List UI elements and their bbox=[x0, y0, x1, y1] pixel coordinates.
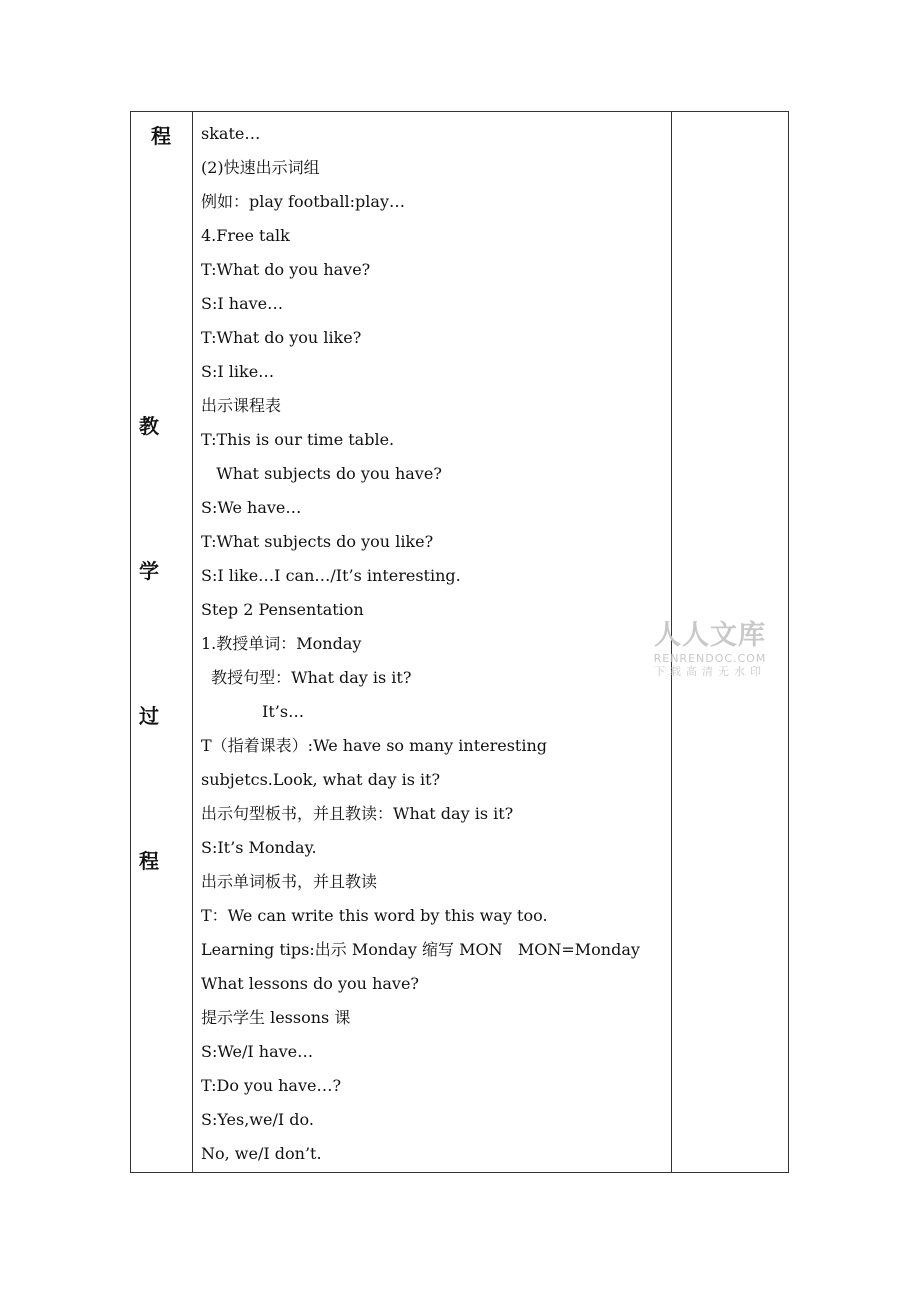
content-line: S:We/I have… bbox=[201, 1042, 314, 1061]
content-line: S:I like…I can…/It’s interesting. bbox=[201, 566, 461, 585]
content-line: 例如：play football:play… bbox=[201, 192, 405, 211]
content-line: No, we/I don’t. bbox=[201, 1144, 322, 1163]
watermark-title: 人人文库 bbox=[654, 620, 766, 651]
section-label-char: 程 bbox=[151, 124, 171, 148]
content-line: 提示学生 lessons 课 bbox=[201, 1008, 351, 1027]
content-lines bbox=[201, 122, 640, 1176]
content-line: T:What do you have? bbox=[201, 260, 371, 279]
content-line: T：We can write this word by this way too. bbox=[201, 906, 548, 925]
content-line: It’s… bbox=[201, 702, 305, 721]
content-line: What subjects do you have? bbox=[201, 464, 442, 483]
content-line: T:What subjects do you like? bbox=[201, 532, 434, 551]
content-line: (2)快速出示词组 bbox=[201, 158, 320, 177]
content-line: 4.Free talk bbox=[201, 226, 290, 245]
section-label-column bbox=[131, 112, 193, 1172]
section-label-char: 学 bbox=[139, 559, 159, 583]
content-line: skate… bbox=[201, 124, 261, 143]
content-line: What lessons do you have? bbox=[201, 974, 419, 993]
section-label-char: 过 bbox=[139, 704, 159, 728]
content-line: 出示课程表 bbox=[201, 396, 282, 415]
content-line: Step 2 Pensentation bbox=[201, 600, 364, 619]
content-line: Learning tips:出示 Monday 缩写 MON MON=Monday bbox=[201, 940, 640, 959]
section-label-char: 程 bbox=[139, 849, 159, 873]
watermark-slogan: 下载高清无水印 bbox=[654, 665, 766, 678]
content-line: S:We have… bbox=[201, 498, 302, 517]
content-line: T:Do you have…? bbox=[201, 1076, 342, 1095]
content-line: S:I like… bbox=[201, 362, 275, 381]
content-line: 1.教授单词：Monday bbox=[201, 634, 362, 653]
content-line: subjetcs.Look, what day is it? bbox=[201, 770, 441, 789]
content-line: 教授句型：What day is it? bbox=[201, 668, 412, 687]
section-label-char: 教 bbox=[139, 414, 159, 438]
watermark bbox=[646, 620, 774, 679]
content-line: S:It’s Monday. bbox=[201, 838, 317, 857]
teaching-content-column bbox=[193, 112, 672, 1172]
content-line: 出示句型板书，并且教读：What day is it? bbox=[201, 804, 514, 823]
content-line: 出示单词板书，并且教读 bbox=[201, 872, 378, 891]
content-line: T:What do you like? bbox=[201, 328, 362, 347]
content-line: S:I have… bbox=[201, 294, 284, 313]
content-line: T:This is our time table. bbox=[201, 430, 395, 449]
watermark-site: RENRENDOC.COM bbox=[653, 652, 767, 665]
content-line: S:Yes,we/I do. bbox=[201, 1110, 314, 1129]
content-line: T（指着课表）:We have so many interesting bbox=[201, 736, 548, 755]
